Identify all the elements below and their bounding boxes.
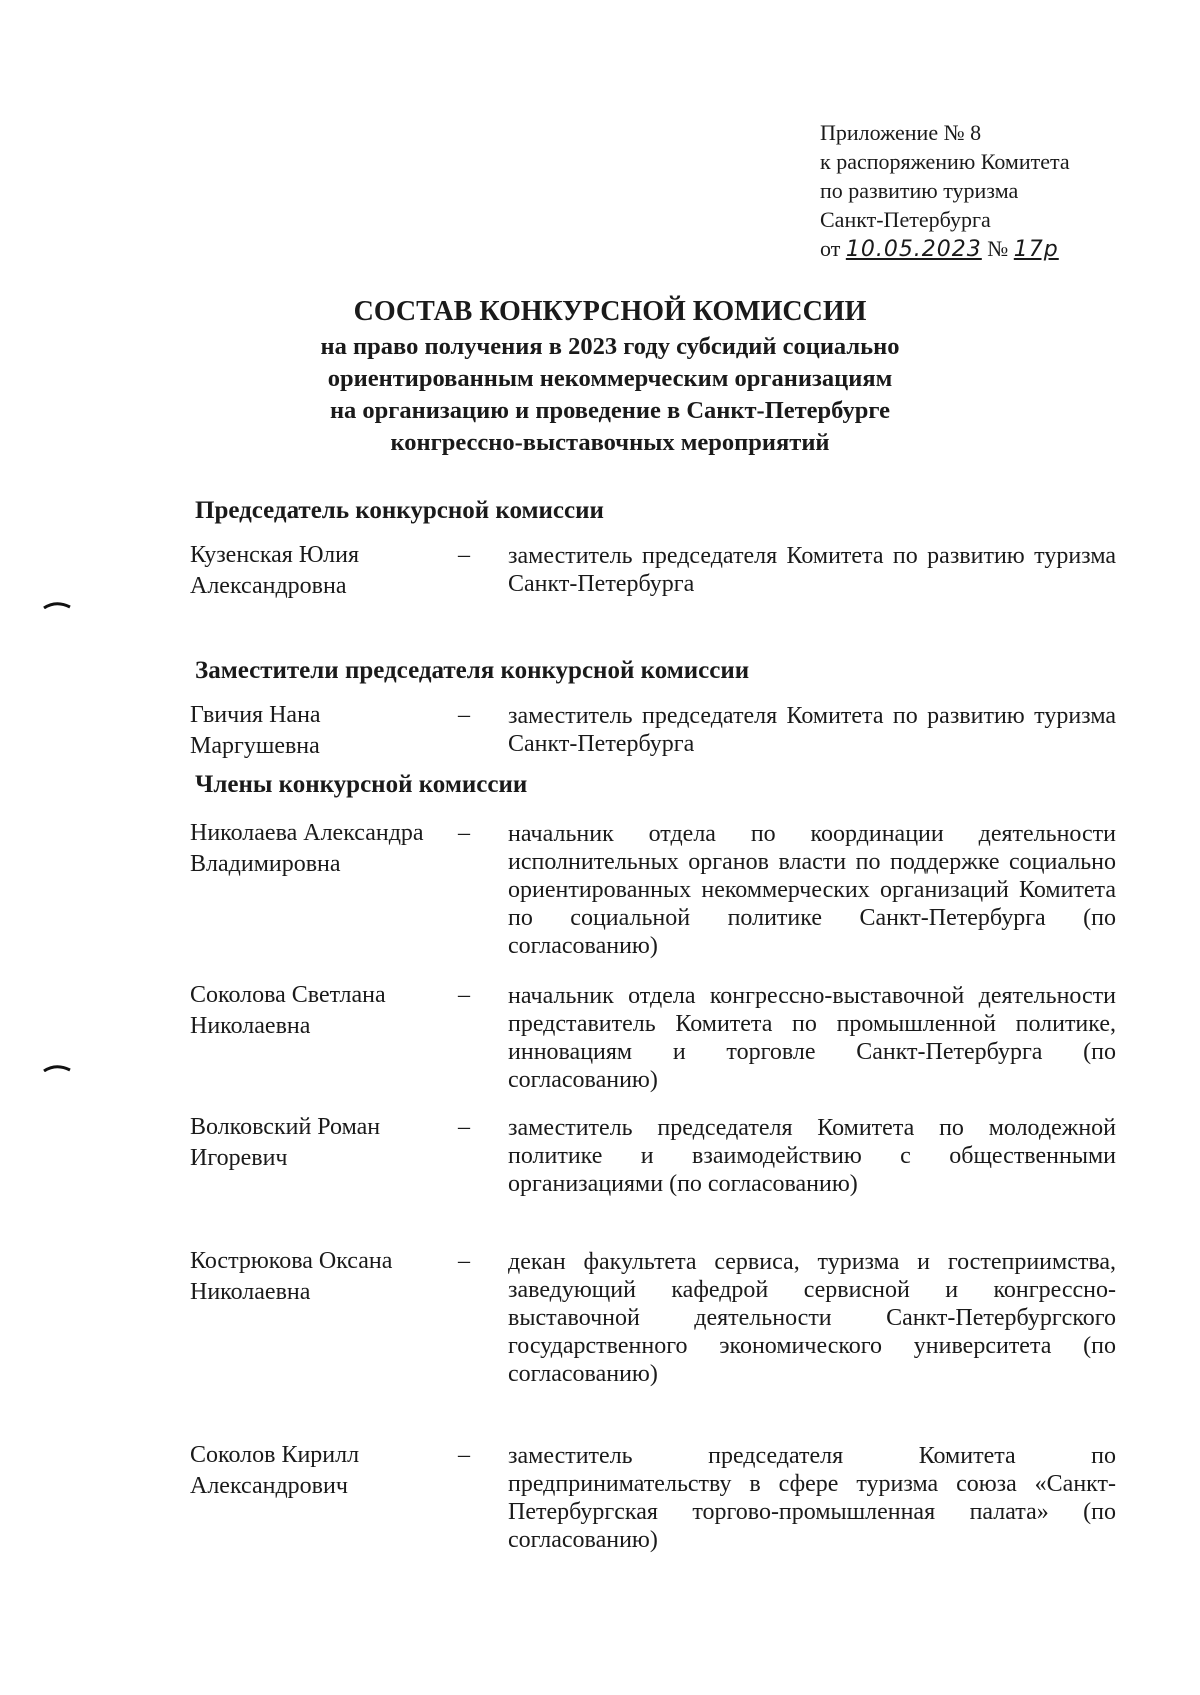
member-role: заместитель председателя Комитета по развитию туризма Санкт-Петербурга [508, 543, 1116, 597]
member-name: Соколова Светлана Николаевна [190, 982, 386, 1039]
member-dash: – [458, 982, 470, 1008]
appendix-handwritten-number: 17р [1013, 237, 1059, 262]
appendix-date-line [820, 234, 1180, 264]
member-role: заместитель председателя Комитета по молодежной политике и взаимодействию с общественными организациями (по согласованию) [508, 1115, 1116, 1197]
section-heading-members: Члены конкурсной комиссии [195, 771, 528, 798]
title-line: на право получения в 2023 году субсидий социально [320, 333, 900, 360]
member-role: декан факультета сервиса, туризма и гостеприимства, заведующий кафедрой сервисной и конгрессно-выставочной деятельности Санкт-Петербургского государственного экономического университета (по согласованию) [508, 1249, 1116, 1387]
section-heading-deputies: Заместители председателя конкурсной комиссии [195, 657, 750, 684]
document-title [230, 295, 990, 459]
member-name: Волковский Роман Игоревич [190, 1114, 381, 1171]
member-dash: – [458, 1248, 470, 1274]
title-main: СОСТАВ КОНКУРСНОЙ КОМИССИИ [353, 296, 867, 327]
member-role: начальник отдела по координации деятельности исполнительных органов власти по поддержке социально ориентированных некоммерческих организаций Комитета по социальной политике Санкт-Петербурга (по согласованию) [508, 821, 1116, 959]
member-name: Соколов Кирилл Александрович [190, 1442, 360, 1499]
title-line: конгрессно-выставочных мероприятий [390, 429, 830, 456]
member-dash: – [458, 1442, 470, 1468]
title-line: на организацию и проведение в Санкт-Петербурге [329, 397, 891, 424]
margin-punch-mark [42, 601, 72, 609]
appendix-number-label: № [987, 236, 1009, 261]
title-line: ориентированным некоммерческим организациям [327, 365, 893, 392]
appendix-line-2: к распоряжению Комитета [820, 149, 1070, 174]
appendix-line-4: Санкт-Петербурга [820, 207, 991, 232]
member-role: заместитель председателя Комитета по развитию туризма Санкт-Петербурга [508, 703, 1116, 757]
member-name: Кузенская Юлия Александровна [190, 542, 360, 599]
member-dash: – [458, 542, 470, 568]
appendix-block [820, 118, 1180, 264]
member-dash: – [458, 1114, 470, 1140]
member-dash: – [458, 702, 470, 728]
appendix-line-3: по развитию туризма [820, 178, 1019, 203]
appendix-from-prefix: от [820, 236, 841, 261]
appendix-handwritten-date: 10.05.2023 [845, 237, 982, 262]
appendix-line-1: Приложение № 8 [820, 120, 982, 145]
member-role: заместитель председателя Комитета по предпринимательству в сфере туризма союза «Санкт-Петербургская торгово-промышленная палата» (по согласованию) [508, 1443, 1116, 1553]
member-name: Гвичия Нана Маргушевна [190, 702, 321, 759]
member-name: Кострюкова Оксана Николаевна [190, 1248, 393, 1305]
member-name: Николаева Александра Владимировна [190, 820, 424, 877]
member-role: начальник отдела конгрессно-выставочной деятельности представитель Комитета по промышленной политике, инновациям и торговле Санкт-Петербурга (по согласованию) [508, 983, 1116, 1093]
member-dash: – [458, 820, 470, 846]
margin-punch-mark [42, 1064, 72, 1072]
section-heading-chair: Председатель конкурсной комиссии [195, 497, 604, 524]
